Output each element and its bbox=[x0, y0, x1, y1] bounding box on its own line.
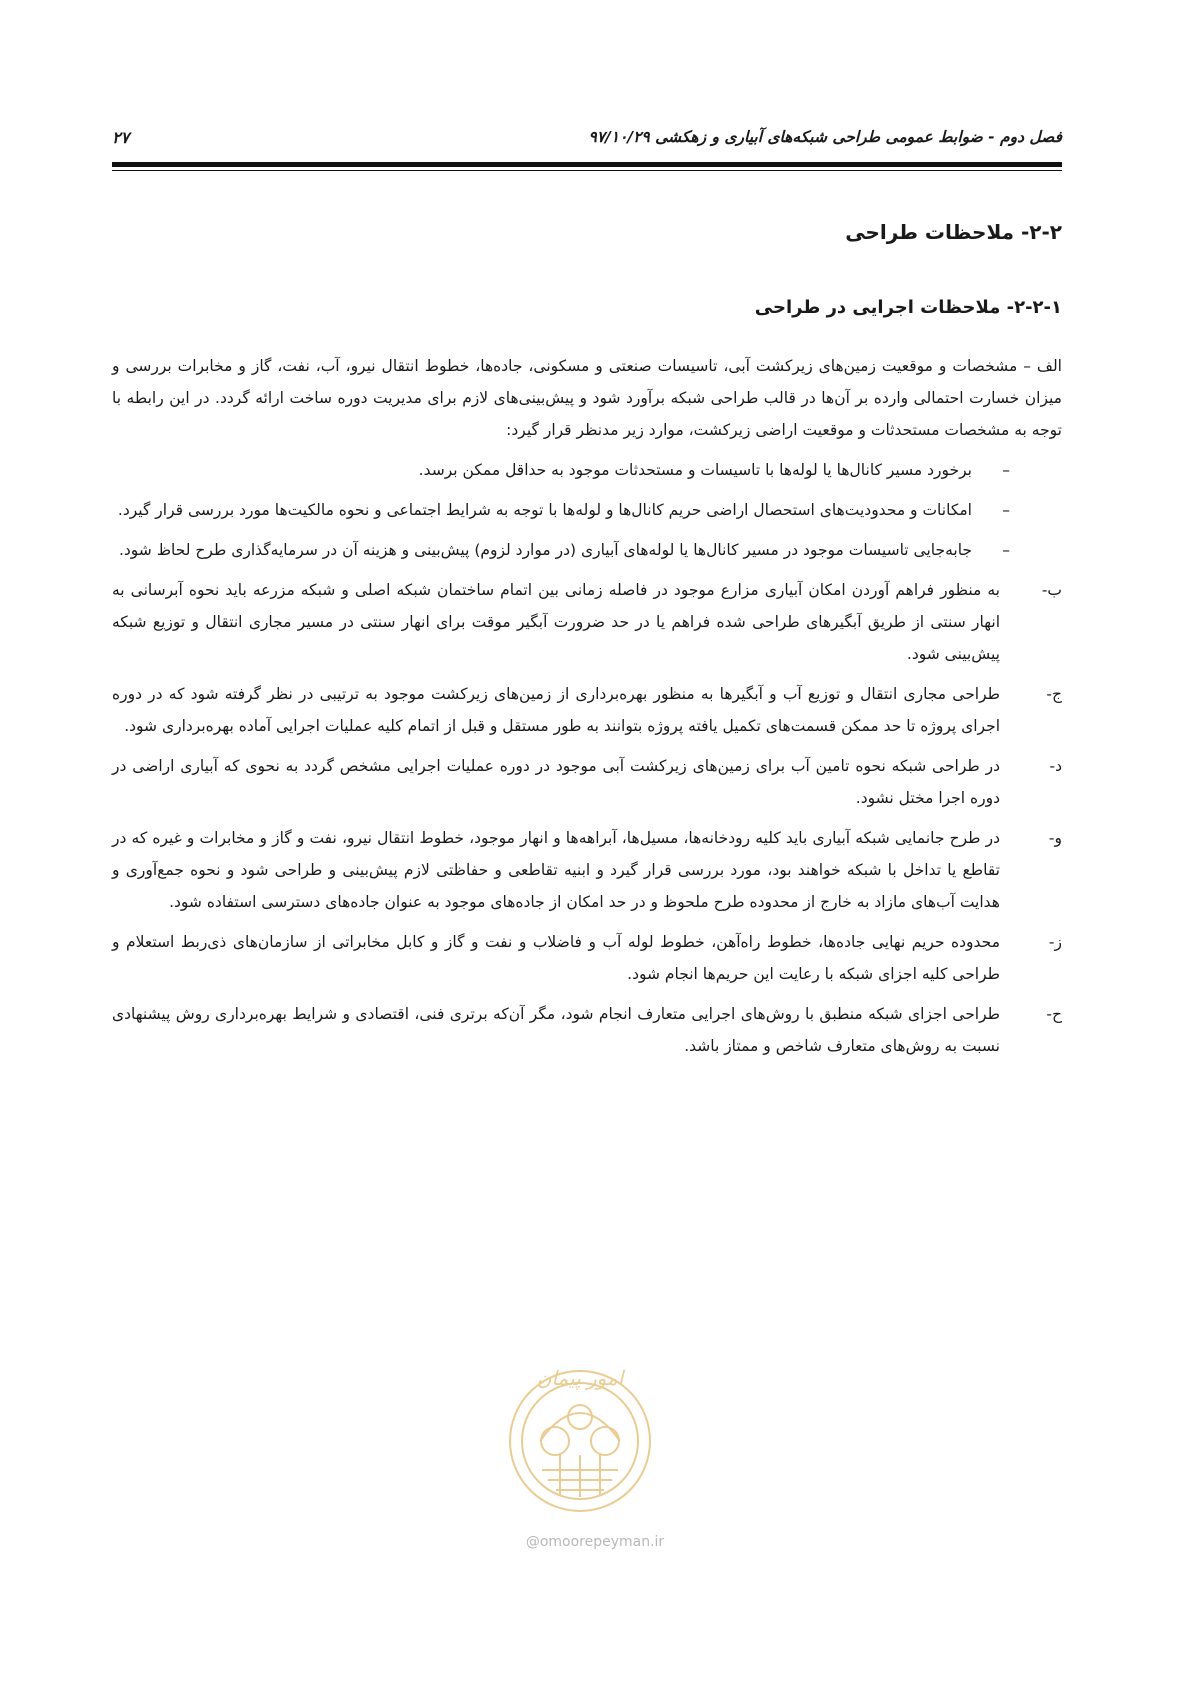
item-text: به منظور فراهم آوردن امکان آبیاری مزارع موجود در فاصله زمانی بین اتمام ساختمان شبکه اصلی و شبکه مزرعه باید نحوه آبرسانی به انهار سنتی از طریق آبگیرهای طراحی شده فراهم یا در حد ضرورت آبگیر موقت برای انهار سنتی در مسیر مجاری انتقال و توزیع شبکه پیش‌بینی شود. bbox=[112, 581, 1000, 663]
dash-marker: – bbox=[1002, 461, 1010, 479]
item-marker: ج- bbox=[1046, 685, 1062, 703]
sub-item-text: برخورد مسیر کانال‌ها یا لوله‌ها با تاسیسات و مستحدثات موجود به حداقل ممکن برسد. bbox=[418, 461, 972, 479]
list-item-ze bbox=[112, 926, 1062, 990]
header-rule-thick bbox=[112, 162, 1062, 167]
site-watermark: @omoorepeyman.ir bbox=[525, 1534, 665, 1550]
header-title: فصل دوم - ضوابط عمومی طراحی شبکه‌های آبیاری و زهکشی ۹۷/۱۰/۲۹ bbox=[588, 128, 1062, 146]
section-heading: ۲-۲- ملاحظات طراحی bbox=[845, 220, 1062, 244]
sub-item-text: جابه‌جایی تاسیسات موجود در مسیر کانال‌ها یا لوله‌های آبیاری (در موارد لزوم) پیش‌بینی و هزینه آن در سرمایه‌گذاری طرح لحاظ شود. bbox=[118, 541, 972, 559]
list-item-jim bbox=[112, 678, 1062, 742]
item-marker: و- bbox=[1048, 829, 1062, 847]
subsection-heading: ۲-۲-۱- ملاحظات اجرایی در طراحی bbox=[754, 297, 1062, 318]
item-marker: ز- bbox=[1048, 933, 1062, 951]
sub-item bbox=[112, 494, 1062, 526]
item-text: در طرح جانمایی شبکه آبیاری باید کلیه رودخانه‌ها، مسیل‌ها، آبراهه‌ها و انهار موجود، خطوط انتقال نیرو، نفت و گاز و مخابرات و غیره که در تقاطع یا تداخل با شبکه خواهند بود، مورد بررسی قرار گیرد و ابنیه تقاطعی و حفاظتی لازم پیش‌بینی و طراحی شود و نحوه جمع‌آوری و هدایت آب‌های مازاد به خارج از محدوده طرح ملحوظ و در حد امکان از جاده‌های موجود به عنوان جاده‌های دسترسی استفاده شود. bbox=[112, 829, 1000, 911]
item-text: در طراحی شبکه نحوه تامین آب برای زمین‌های زیرکشت آبی موجود در دوره عملیات اجرایی مشخص گردد به نحوی که آبیاری اراضی در دوره اجرا مختل نشود. bbox=[112, 757, 1000, 807]
item-text: طراحی اجزای شبکه منطبق با روش‌های اجرایی متعارف انجام شود، مگر آن‌که برتری فنی، اقتصادی و شرایط بهره‌برداری روش پیشنهادی نسبت به روش‌های متعارف شاخص و ممتاز باشد. bbox=[112, 1005, 1000, 1055]
header-rule-thin bbox=[112, 170, 1062, 171]
sub-item-text: امکانات و محدودیت‌های استحصال اراضی حریم کانال‌ها و لوله‌ها با توجه به شرایط اجتماعی و نحوه مالکیت‌ها مورد بررسی قرار گیرد. bbox=[117, 501, 972, 519]
item-marker: ب- bbox=[1041, 581, 1062, 599]
sub-item bbox=[112, 454, 1062, 486]
list-item-dal bbox=[112, 750, 1062, 814]
seal-text: امور پیمان bbox=[536, 1366, 624, 1390]
dash-marker: – bbox=[1002, 541, 1010, 559]
body-text bbox=[112, 350, 1062, 1062]
page-header bbox=[112, 128, 1062, 154]
item-text: محدوده حریم نهایی جاده‌ها، خطوط راه‌آهن، خطوط لوله آب و فاضلاب و نفت و گاز و کابل مخابراتی از سازمان‌های ذی‌ربط استعلام و طراحی کلیه اجزای شبکه با رعایت این حریم‌ها انجام شود. bbox=[112, 933, 1000, 983]
page-number: ۲۷ bbox=[112, 128, 130, 147]
sub-item bbox=[112, 534, 1062, 566]
item-text: طراحی مجاری انتقال و توزیع آب و آبگیرها به منظور بهره‌برداری از زمین‌های زیرکشت موجود به ترتیبی در نظر گرفته شود که در دوره اجرای پروژه تا حد ممکن قسمت‌های تکمیل یافته پروژه بتوانند به طور مستقل و قبل از اتمام کلیه عملیات اجرایی آماده بهره‌برداری شود. bbox=[112, 685, 1000, 735]
list-item-alef bbox=[112, 350, 1062, 446]
item-marker: ح- bbox=[1046, 1005, 1062, 1023]
list-item-be bbox=[112, 574, 1062, 670]
seal-watermark-icon bbox=[470, 1345, 690, 1525]
item-marker: د- bbox=[1049, 757, 1062, 775]
list-item-he bbox=[112, 998, 1062, 1062]
item-text: الف – مشخصات و موقعیت زمین‌های زیرکشت آبی، تاسیسات صنعتی و مسکونی، جاده‌ها، خطوط انتقال نیرو، آب، نفت، گاز و مخابرات بررسی و میزان خسارت احتمالی وارده بر آن‌ها در قالب طراحی شبکه برآورد شود و پیش‌بینی‌های لازم برای مدیریت دوره ساخت ارائه گردد. در این رابطه با توجه به مشخصات مستحدثات و موقعیت اراضی زیرکشت، موارد زیر مدنظر قرار گیرد: bbox=[112, 357, 1062, 439]
dash-marker: – bbox=[1002, 501, 1010, 519]
list-item-vav bbox=[112, 822, 1062, 918]
